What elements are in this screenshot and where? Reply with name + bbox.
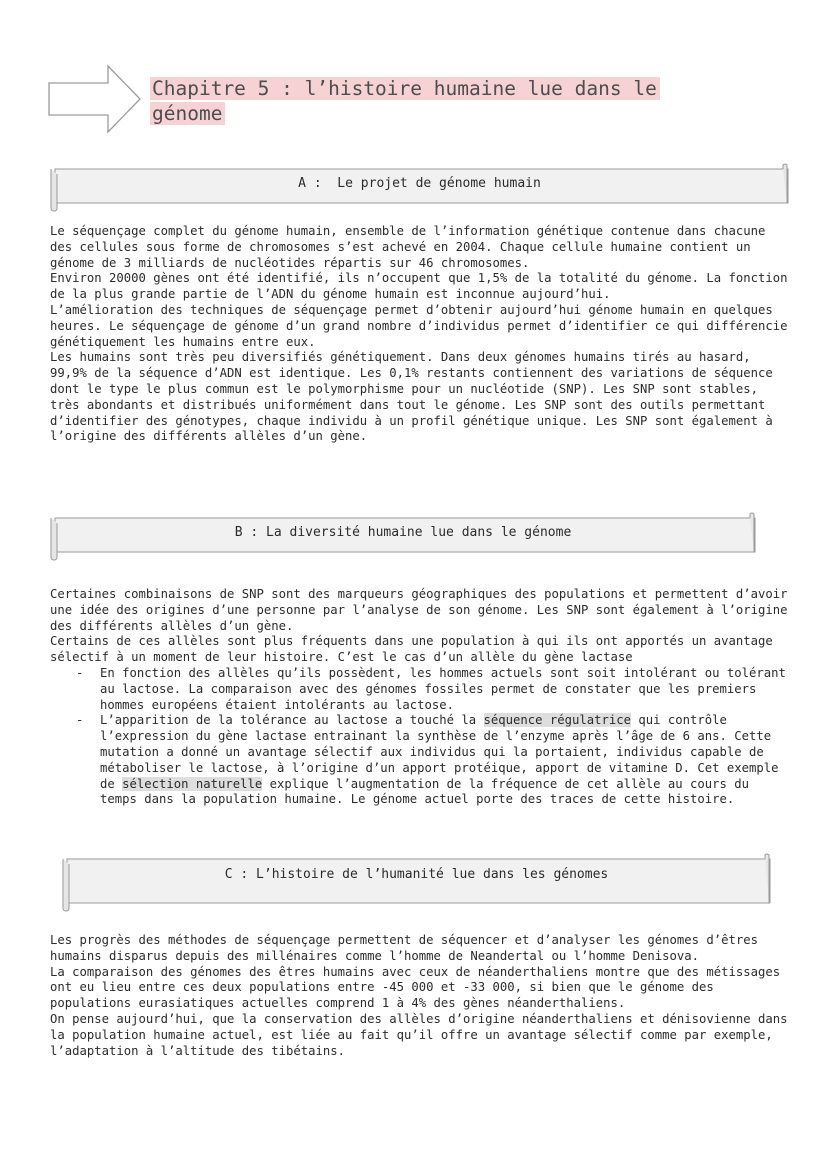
scroll-banner-shape [59, 852, 774, 914]
section-c-heading-scroll [59, 852, 774, 914]
paragraph: L’amélioration des techniques de séquençage permet d’obtenir aujourd’hui génome humain en quelques heures. Le séquençage de génome d’un grand nombre d’individus permet d’identifier ce qui différencie génétiquement les humains entre eux. [50, 302, 788, 349]
paragraph: On pense aujourd’hui, que la conservation des allèles d’origine néanderthaliens et dénisovienne dans la population humaine actuel, est liée au fait qu’il offre un avantage sélectif comme par exemple, l’adaptation à l’altitude des tibétains. [50, 1011, 788, 1058]
bullet-list [50, 666, 790, 808]
section-c-heading: C : L’histoire de l’humanité lue dans les génomes [224, 867, 609, 882]
bullet-text: En fonction des allèles qu’ils possèdent, les hommes actuels sont soit intolérant ou tolérant au lactose. La comparaison avec des génomes fossiles permet de constater que les premiers hommes européens étaient intolérants au lactose. [100, 665, 786, 712]
bullet-text: qui contrôle l’expression du gène lactase entrainant la synthèse de l’enzyme après l’âge de 6 ans. Cette mutation a donné un avantage sélectif aux individus qui la portaient, individus capable de métaboliser le lactose, à l’origine d’un apport protéique, apport de vitamine D. Cet exemple de [100, 713, 779, 791]
highlight-sequence-regulatrice: séquence régulatrice [483, 713, 632, 728]
section-b-heading: B : La diversité humaine lue dans le génome [234, 525, 572, 540]
paragraph: Les humains sont très peu diversifiés génétiquement. Dans deux génomes humains tirés au hasard, 99,9% de la séquence d’ADN est identique. Les 0,1% restants contiennent des variations de séquence dont le type le plus commun est le polymorphisme pour un nucléotide (SNP). Les SNP sont stables, très abondants et distribués uniformément dans tout le génome. Les SNP sont des outils permettant d’identifier des génotypes, chaque individu à un profil génétique unique. Les SNP sont également à l’origine des différents allèles d’un gène. [50, 350, 773, 444]
paragraph: Le séquençage complet du génome humain, ensemble de l’information génétique contenue dans chacune des cellules sous forme de chromosomes s’est achevé en 2004. Chaque cellule humaine contient un génome de 3 milliards de nucléotides répartis sur 46 chromosomes. [50, 224, 766, 270]
section-a-heading: A : Le projet de génome humain [298, 176, 541, 191]
paragraph: Les progrès des méthodes de séquençage permettent de séquencer et d’analyser les génomes d’êtres humains disparus depuis des millénaires comme l’homme de Neandertal ou l’homme Denisova. [50, 933, 759, 963]
section-a-heading-scroll [47, 162, 792, 212]
chapter-title-line-2: génome [150, 102, 225, 125]
paragraph: Environ 20000 gènes ont été identifié, ils n’occupent que 1,5% de la totalité du génome. La fonction de la plus grande partie de l’ADN du génome humain est inconnue aujourd’hui. [50, 271, 788, 302]
section-c-body [50, 933, 790, 1059]
bullet-text: L’apparition de la tolérance au lactose a touché la [100, 713, 484, 728]
paragraph: La comparaison des génomes des êtres humains avec ceux de néanderthaliens montre que des métissages ont eu lieu entre ces deux populations entre -45 000 et -33 000, si bien que le génome des populations eurasiatiques actuelles comprend 1 à 4% des gènes néanderthaliens. [50, 964, 781, 1011]
highlight-selection-naturelle: sélection naturelle [122, 776, 263, 791]
arrow-icon [48, 64, 142, 134]
section-b-body [50, 587, 790, 808]
paragraph: Certaines combinaisons de SNP sont des marqueurs géographiques des populations et permettent d’avoir une idée des origines d’une personne par l’analyse de son génome. Les SNP sont également à l’origine des différents allèles d’un gène. [50, 587, 788, 633]
chapter-title [150, 76, 750, 126]
list-item [50, 666, 790, 713]
bullet-text: explique l’augmentation de la fréquence de cet allèle au cours du temps dans la population humaine. Le génome actuel porte des traces de cette histoire. [100, 776, 750, 807]
section-a-body [50, 224, 790, 445]
paragraph: Certains de ces allèles sont plus fréquents dans une population à qui ils ont apportés un avantage sélectif à un moment de leur histoire. C’est le cas d’un allèle du gène lactase [50, 634, 773, 665]
list-item [50, 713, 790, 808]
chapter-title-line-1: Chapitre 5 : l’histoire humaine lue dans le [150, 77, 660, 100]
section-b-heading-scroll [47, 511, 759, 561]
